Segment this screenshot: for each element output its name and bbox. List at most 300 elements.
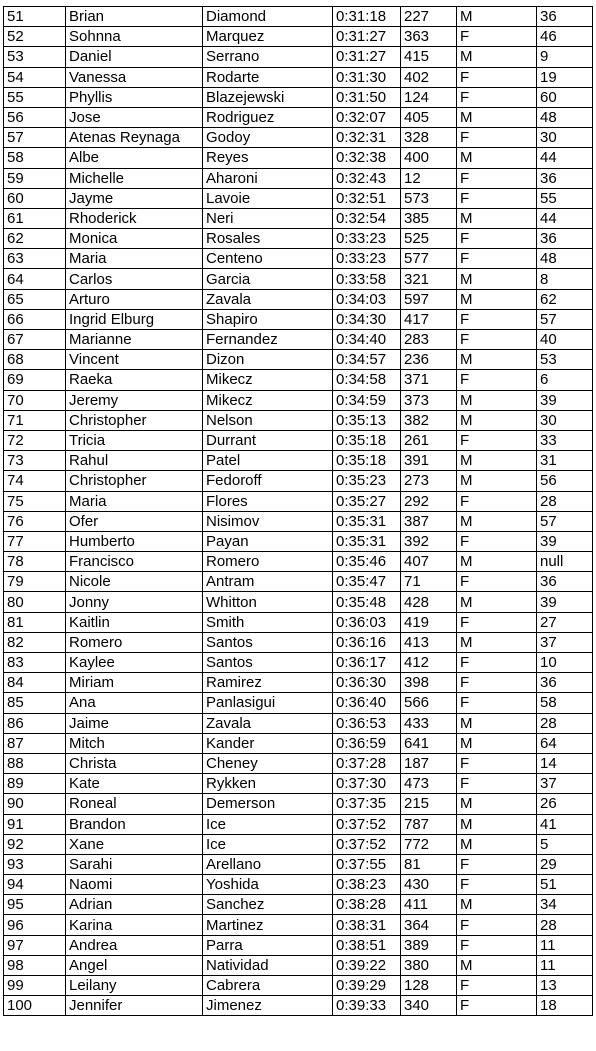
time-cell: 0:35:18: [333, 430, 401, 450]
bib-cell: 364: [401, 915, 457, 935]
bib-cell: 398: [401, 673, 457, 693]
bib-cell: 641: [401, 733, 457, 753]
last-name-cell: Cabrera: [203, 976, 333, 996]
bib-cell: 787: [401, 814, 457, 834]
first-name-cell: Phyllis: [66, 87, 203, 107]
first-name-cell: Ana: [66, 693, 203, 713]
last-name-cell: Serrano: [203, 47, 333, 67]
age-cell: 51: [537, 875, 593, 895]
gender-cell: F: [457, 87, 537, 107]
first-name-cell: Kate: [66, 774, 203, 794]
age-cell: 29: [537, 854, 593, 874]
table-row: [4, 249, 593, 269]
age-cell: 8: [537, 269, 593, 289]
bib-cell: 428: [401, 592, 457, 612]
last-name-cell: Jimenez: [203, 996, 333, 1016]
gender-cell: F: [457, 188, 537, 208]
place-cell: 93: [4, 854, 66, 874]
age-cell: 34: [537, 895, 593, 915]
place-cell: 67: [4, 330, 66, 350]
place-cell: 96: [4, 915, 66, 935]
bib-cell: 215: [401, 794, 457, 814]
gender-cell: F: [457, 753, 537, 773]
place-cell: 71: [4, 410, 66, 430]
age-cell: 13: [537, 976, 593, 996]
gender-cell: F: [457, 612, 537, 632]
first-name-cell: Kaitlin: [66, 612, 203, 632]
first-name-cell: Marianne: [66, 330, 203, 350]
age-cell: 27: [537, 612, 593, 632]
age-cell: 5: [537, 834, 593, 854]
first-name-cell: Jonny: [66, 592, 203, 612]
age-cell: 11: [537, 955, 593, 975]
age-cell: 60: [537, 87, 593, 107]
age-cell: 41: [537, 814, 593, 834]
first-name-cell: Christopher: [66, 471, 203, 491]
table-row: [4, 955, 593, 975]
place-cell: 65: [4, 289, 66, 309]
table-row: [4, 976, 593, 996]
time-cell: 0:37:52: [333, 834, 401, 854]
table-row: [4, 552, 593, 572]
table-row: [4, 269, 593, 289]
last-name-cell: Santos: [203, 632, 333, 652]
table-row: [4, 531, 593, 551]
last-name-cell: Rykken: [203, 774, 333, 794]
age-cell: 57: [537, 309, 593, 329]
age-cell: 46: [537, 27, 593, 47]
age-cell: 39: [537, 531, 593, 551]
bib-cell: 400: [401, 148, 457, 168]
age-cell: 28: [537, 713, 593, 733]
time-cell: 0:36:30: [333, 673, 401, 693]
last-name-cell: Aharoni: [203, 168, 333, 188]
bib-cell: 412: [401, 653, 457, 673]
table-row: [4, 309, 593, 329]
gender-cell: M: [457, 410, 537, 430]
age-cell: 58: [537, 693, 593, 713]
time-cell: 0:36:40: [333, 693, 401, 713]
place-cell: 83: [4, 653, 66, 673]
first-name-cell: Jennifer: [66, 996, 203, 1016]
gender-cell: M: [457, 511, 537, 531]
time-cell: 0:32:31: [333, 128, 401, 148]
bib-cell: 261: [401, 430, 457, 450]
table-row: [4, 451, 593, 471]
gender-cell: F: [457, 935, 537, 955]
bib-cell: 12: [401, 168, 457, 188]
time-cell: 0:33:23: [333, 229, 401, 249]
place-cell: 52: [4, 27, 66, 47]
gender-cell: F: [457, 168, 537, 188]
age-cell: 48: [537, 249, 593, 269]
bib-cell: 417: [401, 309, 457, 329]
time-cell: 0:35:18: [333, 451, 401, 471]
first-name-cell: Karina: [66, 915, 203, 935]
last-name-cell: Godoy: [203, 128, 333, 148]
last-name-cell: Ice: [203, 834, 333, 854]
place-cell: 97: [4, 935, 66, 955]
time-cell: 0:32:43: [333, 168, 401, 188]
last-name-cell: Smith: [203, 612, 333, 632]
first-name-cell: Jeremy: [66, 390, 203, 410]
place-cell: 90: [4, 794, 66, 814]
first-name-cell: Daniel: [66, 47, 203, 67]
place-cell: 58: [4, 148, 66, 168]
age-cell: null: [537, 552, 593, 572]
last-name-cell: Diamond: [203, 7, 333, 27]
bib-cell: 392: [401, 531, 457, 551]
age-cell: 19: [537, 67, 593, 87]
place-cell: 99: [4, 976, 66, 996]
gender-cell: F: [457, 430, 537, 450]
first-name-cell: Sarahi: [66, 854, 203, 874]
first-name-cell: Naomi: [66, 875, 203, 895]
place-cell: 62: [4, 229, 66, 249]
bib-cell: 411: [401, 895, 457, 915]
first-name-cell: Jose: [66, 107, 203, 127]
time-cell: 0:37:52: [333, 814, 401, 834]
bib-cell: 340: [401, 996, 457, 1016]
time-cell: 0:35:23: [333, 471, 401, 491]
time-cell: 0:31:30: [333, 67, 401, 87]
first-name-cell: Rhoderick: [66, 208, 203, 228]
gender-cell: M: [457, 269, 537, 289]
place-cell: 61: [4, 208, 66, 228]
age-cell: 44: [537, 148, 593, 168]
table-row: [4, 915, 593, 935]
bib-cell: 430: [401, 875, 457, 895]
age-cell: 28: [537, 491, 593, 511]
last-name-cell: Neri: [203, 208, 333, 228]
time-cell: 0:35:46: [333, 552, 401, 572]
gender-cell: F: [457, 229, 537, 249]
gender-cell: M: [457, 733, 537, 753]
gender-cell: F: [457, 27, 537, 47]
place-cell: 92: [4, 834, 66, 854]
last-name-cell: Antram: [203, 572, 333, 592]
bib-cell: 321: [401, 269, 457, 289]
time-cell: 0:37:55: [333, 854, 401, 874]
last-name-cell: Parra: [203, 935, 333, 955]
table-row: [4, 592, 593, 612]
last-name-cell: Reyes: [203, 148, 333, 168]
table-row: [4, 67, 593, 87]
first-name-cell: Ingrid Elburg: [66, 309, 203, 329]
first-name-cell: Carlos: [66, 269, 203, 289]
gender-cell: F: [457, 693, 537, 713]
table-row: [4, 410, 593, 430]
gender-cell: M: [457, 955, 537, 975]
first-name-cell: Sohnna: [66, 27, 203, 47]
time-cell: 0:33:58: [333, 269, 401, 289]
table-row: [4, 572, 593, 592]
first-name-cell: Roneal: [66, 794, 203, 814]
gender-cell: F: [457, 875, 537, 895]
place-cell: 81: [4, 612, 66, 632]
last-name-cell: Rodarte: [203, 67, 333, 87]
table-row: [4, 188, 593, 208]
place-cell: 84: [4, 673, 66, 693]
time-cell: 0:35:31: [333, 511, 401, 531]
last-name-cell: Garcia: [203, 269, 333, 289]
table-row: [4, 753, 593, 773]
bib-cell: 573: [401, 188, 457, 208]
bib-cell: 81: [401, 854, 457, 874]
bib-cell: 772: [401, 834, 457, 854]
table-row: [4, 511, 593, 531]
table-row: [4, 693, 593, 713]
age-cell: 30: [537, 410, 593, 430]
table-row: [4, 27, 593, 47]
time-cell: 0:38:51: [333, 935, 401, 955]
gender-cell: F: [457, 774, 537, 794]
gender-cell: F: [457, 673, 537, 693]
last-name-cell: Dizon: [203, 350, 333, 370]
bib-cell: 373: [401, 390, 457, 410]
place-cell: 70: [4, 390, 66, 410]
place-cell: 54: [4, 67, 66, 87]
place-cell: 79: [4, 572, 66, 592]
time-cell: 0:35:47: [333, 572, 401, 592]
gender-cell: M: [457, 7, 537, 27]
place-cell: 53: [4, 47, 66, 67]
first-name-cell: Albe: [66, 148, 203, 168]
time-cell: 0:37:35: [333, 794, 401, 814]
gender-cell: F: [457, 996, 537, 1016]
time-cell: 0:34:57: [333, 350, 401, 370]
table-row: [4, 107, 593, 127]
place-cell: 89: [4, 774, 66, 794]
place-cell: 77: [4, 531, 66, 551]
place-cell: 80: [4, 592, 66, 612]
bib-cell: 283: [401, 330, 457, 350]
first-name-cell: Raeka: [66, 370, 203, 390]
bib-cell: 124: [401, 87, 457, 107]
gender-cell: F: [457, 531, 537, 551]
time-cell: 0:31:27: [333, 47, 401, 67]
last-name-cell: Fedoroff: [203, 471, 333, 491]
gender-cell: M: [457, 592, 537, 612]
age-cell: 40: [537, 330, 593, 350]
results-table-body: [4, 7, 593, 1016]
table-row: [4, 128, 593, 148]
gender-cell: M: [457, 632, 537, 652]
last-name-cell: Zavala: [203, 289, 333, 309]
place-cell: 85: [4, 693, 66, 713]
last-name-cell: Sanchez: [203, 895, 333, 915]
gender-cell: F: [457, 572, 537, 592]
place-cell: 78: [4, 552, 66, 572]
table-row: [4, 87, 593, 107]
first-name-cell: Adrian: [66, 895, 203, 915]
gender-cell: M: [457, 814, 537, 834]
last-name-cell: Marquez: [203, 27, 333, 47]
age-cell: 36: [537, 168, 593, 188]
results-table: [3, 6, 593, 1016]
table-row: [4, 895, 593, 915]
gender-cell: M: [457, 47, 537, 67]
first-name-cell: Brian: [66, 7, 203, 27]
bib-cell: 128: [401, 976, 457, 996]
bib-cell: 415: [401, 47, 457, 67]
last-name-cell: Nelson: [203, 410, 333, 430]
last-name-cell: Ice: [203, 814, 333, 834]
place-cell: 88: [4, 753, 66, 773]
last-name-cell: Rodriguez: [203, 107, 333, 127]
place-cell: 66: [4, 309, 66, 329]
first-name-cell: Humberto: [66, 531, 203, 551]
time-cell: 0:36:59: [333, 733, 401, 753]
table-row: [4, 774, 593, 794]
bib-cell: 371: [401, 370, 457, 390]
gender-cell: M: [457, 552, 537, 572]
time-cell: 0:36:16: [333, 632, 401, 652]
first-name-cell: Jaime: [66, 713, 203, 733]
table-row: [4, 350, 593, 370]
age-cell: 53: [537, 350, 593, 370]
place-cell: 55: [4, 87, 66, 107]
gender-cell: M: [457, 107, 537, 127]
bib-cell: 292: [401, 491, 457, 511]
bib-cell: 391: [401, 451, 457, 471]
table-row: [4, 673, 593, 693]
table-row: [4, 289, 593, 309]
last-name-cell: Cheney: [203, 753, 333, 773]
table-row: [4, 612, 593, 632]
age-cell: 39: [537, 592, 593, 612]
time-cell: 0:38:28: [333, 895, 401, 915]
first-name-cell: Vanessa: [66, 67, 203, 87]
last-name-cell: Yoshida: [203, 875, 333, 895]
place-cell: 91: [4, 814, 66, 834]
time-cell: 0:35:27: [333, 491, 401, 511]
bib-cell: 380: [401, 955, 457, 975]
time-cell: 0:35:48: [333, 592, 401, 612]
gender-cell: F: [457, 854, 537, 874]
last-name-cell: Patel: [203, 451, 333, 471]
bib-cell: 389: [401, 935, 457, 955]
age-cell: 55: [537, 188, 593, 208]
bib-cell: 419: [401, 612, 457, 632]
bib-cell: 402: [401, 67, 457, 87]
last-name-cell: Lavoie: [203, 188, 333, 208]
time-cell: 0:34:58: [333, 370, 401, 390]
time-cell: 0:34:59: [333, 390, 401, 410]
bib-cell: 328: [401, 128, 457, 148]
table-row: [4, 430, 593, 450]
gender-cell: M: [457, 895, 537, 915]
table-row: [4, 996, 593, 1016]
age-cell: 33: [537, 430, 593, 450]
first-name-cell: Nicole: [66, 572, 203, 592]
first-name-cell: Kaylee: [66, 653, 203, 673]
age-cell: 44: [537, 208, 593, 228]
time-cell: 0:36:53: [333, 713, 401, 733]
first-name-cell: Leilany: [66, 976, 203, 996]
time-cell: 0:34:03: [333, 289, 401, 309]
table-row: [4, 814, 593, 834]
age-cell: 31: [537, 451, 593, 471]
first-name-cell: Ofer: [66, 511, 203, 531]
age-cell: 64: [537, 733, 593, 753]
time-cell: 0:32:07: [333, 107, 401, 127]
table-row: [4, 471, 593, 491]
gender-cell: M: [457, 289, 537, 309]
age-cell: 28: [537, 915, 593, 935]
last-name-cell: Demerson: [203, 794, 333, 814]
time-cell: 0:32:38: [333, 148, 401, 168]
first-name-cell: Michelle: [66, 168, 203, 188]
table-row: [4, 47, 593, 67]
age-cell: 36: [537, 572, 593, 592]
table-row: [4, 7, 593, 27]
first-name-cell: Christopher: [66, 410, 203, 430]
age-cell: 48: [537, 107, 593, 127]
place-cell: 59: [4, 168, 66, 188]
gender-cell: M: [457, 794, 537, 814]
bib-cell: 577: [401, 249, 457, 269]
bib-cell: 413: [401, 632, 457, 652]
time-cell: 0:31:18: [333, 7, 401, 27]
bib-cell: 405: [401, 107, 457, 127]
first-name-cell: Atenas Reynaga: [66, 128, 203, 148]
last-name-cell: Shapiro: [203, 309, 333, 329]
time-cell: 0:39:29: [333, 976, 401, 996]
last-name-cell: Natividad: [203, 955, 333, 975]
time-cell: 0:36:03: [333, 612, 401, 632]
place-cell: 63: [4, 249, 66, 269]
last-name-cell: Zavala: [203, 713, 333, 733]
place-cell: 74: [4, 471, 66, 491]
table-row: [4, 935, 593, 955]
last-name-cell: Martinez: [203, 915, 333, 935]
place-cell: 98: [4, 955, 66, 975]
last-name-cell: Santos: [203, 653, 333, 673]
time-cell: 0:37:30: [333, 774, 401, 794]
first-name-cell: Tricia: [66, 430, 203, 450]
table-row: [4, 229, 593, 249]
age-cell: 10: [537, 653, 593, 673]
place-cell: 60: [4, 188, 66, 208]
gender-cell: F: [457, 249, 537, 269]
table-row: [4, 208, 593, 228]
bib-cell: 236: [401, 350, 457, 370]
gender-cell: F: [457, 491, 537, 511]
age-cell: 37: [537, 774, 593, 794]
place-cell: 72: [4, 430, 66, 450]
table-row: [4, 491, 593, 511]
place-cell: 95: [4, 895, 66, 915]
age-cell: 30: [537, 128, 593, 148]
last-name-cell: Kander: [203, 733, 333, 753]
last-name-cell: Nisimov: [203, 511, 333, 531]
place-cell: 64: [4, 269, 66, 289]
age-cell: 36: [537, 229, 593, 249]
first-name-cell: Christa: [66, 753, 203, 773]
time-cell: 0:38:31: [333, 915, 401, 935]
first-name-cell: Maria: [66, 249, 203, 269]
time-cell: 0:39:22: [333, 955, 401, 975]
last-name-cell: Durrant: [203, 430, 333, 450]
place-cell: 75: [4, 491, 66, 511]
last-name-cell: Arellano: [203, 854, 333, 874]
gender-cell: M: [457, 390, 537, 410]
first-name-cell: Arturo: [66, 289, 203, 309]
gender-cell: F: [457, 653, 537, 673]
table-row: [4, 854, 593, 874]
bib-cell: 187: [401, 753, 457, 773]
